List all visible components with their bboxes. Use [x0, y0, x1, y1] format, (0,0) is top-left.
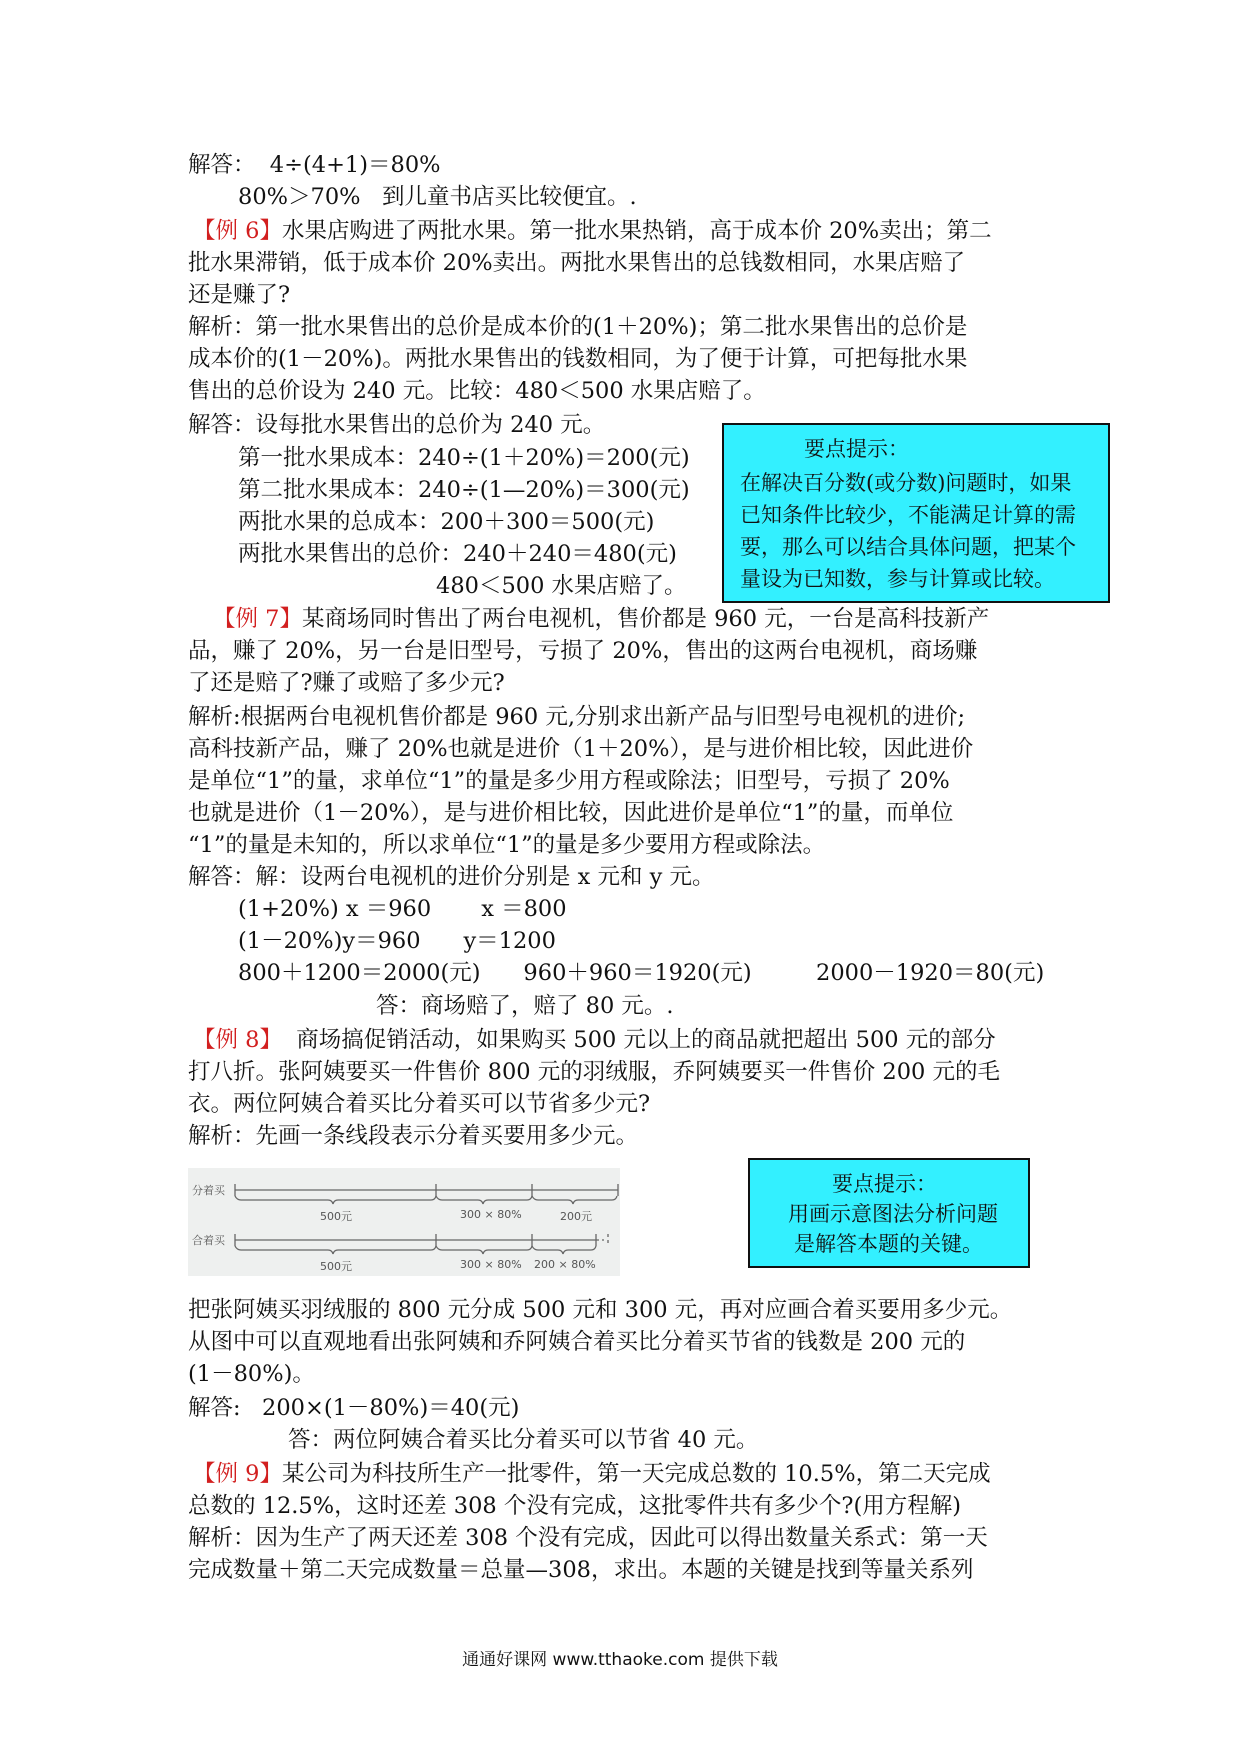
tip-line: 量设为已知数，参与计算或比较。	[740, 567, 1055, 591]
analysis-line: 解析:根据两台电视机售价都是 960 元,分别求出新产品与旧型号电视机的进价;	[188, 704, 966, 730]
text-line: “1”的量是未知的，所以求单位“1”的量是多少要用方程或除法。	[188, 832, 826, 858]
diagram-row2-label: 合着买	[192, 1234, 225, 1247]
tip-title: 要点提示：	[804, 437, 909, 461]
example-9-tag: 【例 9】	[193, 1461, 282, 1487]
example-7-text: 某商场同时售出了两台电视机，售价都是 960 元，一台是高科技新产	[301, 606, 990, 632]
calc-line: 两批水果售出的总价：240＋240＝480(元)	[238, 541, 677, 567]
example-8-text: 商场搞促销活动，如果购买 500 元以上的商品就把超出 500 元的部分	[281, 1027, 996, 1053]
text-line: 还是赚了?	[188, 282, 291, 308]
text-line: 是单位“1”的量，求单位“1”的量是多少用方程或除法；旧型号，亏损了 20%	[188, 768, 950, 794]
example-7-line	[213, 604, 989, 634]
answer-line: 解答： 4÷(4+1)＝80%	[188, 152, 441, 178]
calc-line: 第二批水果成本：240÷(1—20%)＝300(元)	[238, 477, 690, 503]
answer-line: 解答：解：设两台电视机的进价分别是 x 元和 y 元。	[188, 864, 715, 890]
calc-line: 两批水果的总成本：200＋300＝500(元)	[238, 509, 655, 535]
calc-line: 800＋1200＝2000(元) 960＋960＝1920(元) 2000－1920＝80(元)	[238, 960, 1045, 986]
diagram-segment-label: 200 × 80%	[534, 1258, 596, 1271]
answer-line: 80%＞70% 到儿童书店买比较便宜。.	[238, 184, 637, 210]
text-line: (1－80%)。	[188, 1361, 315, 1387]
tip-line: 已知条件比较少，不能满足计算的需	[740, 503, 1076, 527]
calc-line: 480＜500 水果店赔了。	[436, 573, 687, 599]
tip-title: 要点提示：	[832, 1172, 937, 1196]
page-footer: 通通好课网 www.tthaoke.com 提供下载	[462, 1650, 778, 1670]
tip-line: 在解决百分数(或分数)问题时，如果	[740, 471, 1072, 495]
tip-box-2	[748, 1158, 1030, 1268]
example-7-tag: 【例 7】	[213, 606, 302, 632]
diagram-segment-label: 500元	[320, 1260, 352, 1273]
text-line: 总数的 12.5%，这时还差 308 个没有完成，这批零件共有多少个?(用方程解)	[188, 1493, 961, 1519]
tip-line: 是解答本题的关键。	[794, 1232, 983, 1256]
example-6-line	[193, 216, 992, 246]
text-line: 打八折。张阿姨要买一件售价 800 元的羽绒服，乔阿姨要买一件售价 200 元的毛	[188, 1059, 1001, 1085]
analysis-line: 解析：第一批水果售出的总价是成本价的(1＋20%)；第二批水果售出的总价是	[188, 314, 968, 340]
calc-line: (1+20%) x ＝960 x ＝800	[238, 896, 567, 922]
tip-line: 用画示意图法分析问题	[788, 1202, 998, 1226]
diagram-segment-label: 300 × 80%	[460, 1258, 522, 1271]
tip-line: 要，那么可以结合具体问题，把某个	[740, 535, 1076, 559]
text-line: 售出的总价设为 240 元。比较：480＜500 水果店赔了。	[188, 378, 766, 404]
tip-box-1	[722, 423, 1110, 603]
example-8-line	[193, 1025, 996, 1055]
diagram-segment-label: 500元	[320, 1210, 352, 1223]
diagram-segment-label: 300 × 80%	[460, 1208, 522, 1221]
example-6-text: 水果店购进了两批水果。第一批水果热销，高于成本价 20%卖出；第二	[281, 218, 992, 244]
analysis-line: 解析：因为生产了两天还差 308 个没有完成，因此可以得出数量关系式：第一天	[188, 1525, 988, 1551]
answer-line: 答：两位阿姨合着买比分着买可以节省 40 元。	[288, 1427, 759, 1453]
answer-line: 答：商场赔了，赔了 80 元。.	[376, 993, 674, 1019]
text-line: 衣。两位阿姨合着买比分着买可以节省多少元?	[188, 1091, 651, 1117]
text-line: 从图中可以直观地看出张阿姨和乔阿姨合着买比分着买节省的钱数是 200 元的	[188, 1329, 966, 1355]
example-8-tag: 【例 8】	[193, 1027, 282, 1053]
answer-line: 解答: 200×(1－80%)＝40(元)	[188, 1395, 520, 1421]
calc-line: 第一批水果成本：240÷(1＋20%)＝200(元)	[238, 445, 690, 471]
text-line: 品，赚了 20%，另一台是旧型号，亏损了 20%，售出的这两台电视机，商场赚	[188, 638, 978, 664]
analysis-line: 解析：先画一条线段表示分着买要用多少元。	[188, 1123, 639, 1149]
answer-line: 解答：设每批水果售出的总价为 240 元。	[188, 412, 606, 438]
example-6-tag: 【例 6】	[193, 218, 282, 244]
example-9-text: 某公司为科技所生产一批零件，第一天完成总数的 10.5%，第二天完成	[281, 1461, 991, 1487]
text-line: 也就是进价（1－20%），是与进价相比较，因此进价是单位“1”的量，而单位	[188, 800, 954, 826]
line-segment-diagram	[188, 1168, 620, 1276]
calc-line: (1－20%)y＝960 y＝1200	[238, 928, 556, 954]
diagram-row1-label: 分着买	[192, 1184, 225, 1197]
text-line: 完成数量＋第二天完成数量＝总量—308，求出。本题的关键是找到等量关系列	[188, 1557, 974, 1583]
example-9-line	[193, 1459, 991, 1489]
text-line: 成本价的(1－20%)。两批水果售出的钱数相同，为了便于计算，可把每批水果	[188, 346, 968, 372]
text-line: 了还是赔了?赚了或赔了多少元?	[188, 670, 505, 696]
text-line: 批水果滞销，低于成本价 20%卖出。两批水果售出的总钱数相同，水果店赔了	[188, 250, 966, 276]
diagram-segment-label: 200元	[560, 1210, 592, 1223]
text-line: 高科技新产品，赚了 20%也就是进价（1＋20%），是与进价相比较，因此进价	[188, 736, 974, 762]
text-line: 把张阿姨买羽绒服的 800 元分成 500 元和 300 元，再对应画合着买要用多少元。	[188, 1297, 1013, 1323]
